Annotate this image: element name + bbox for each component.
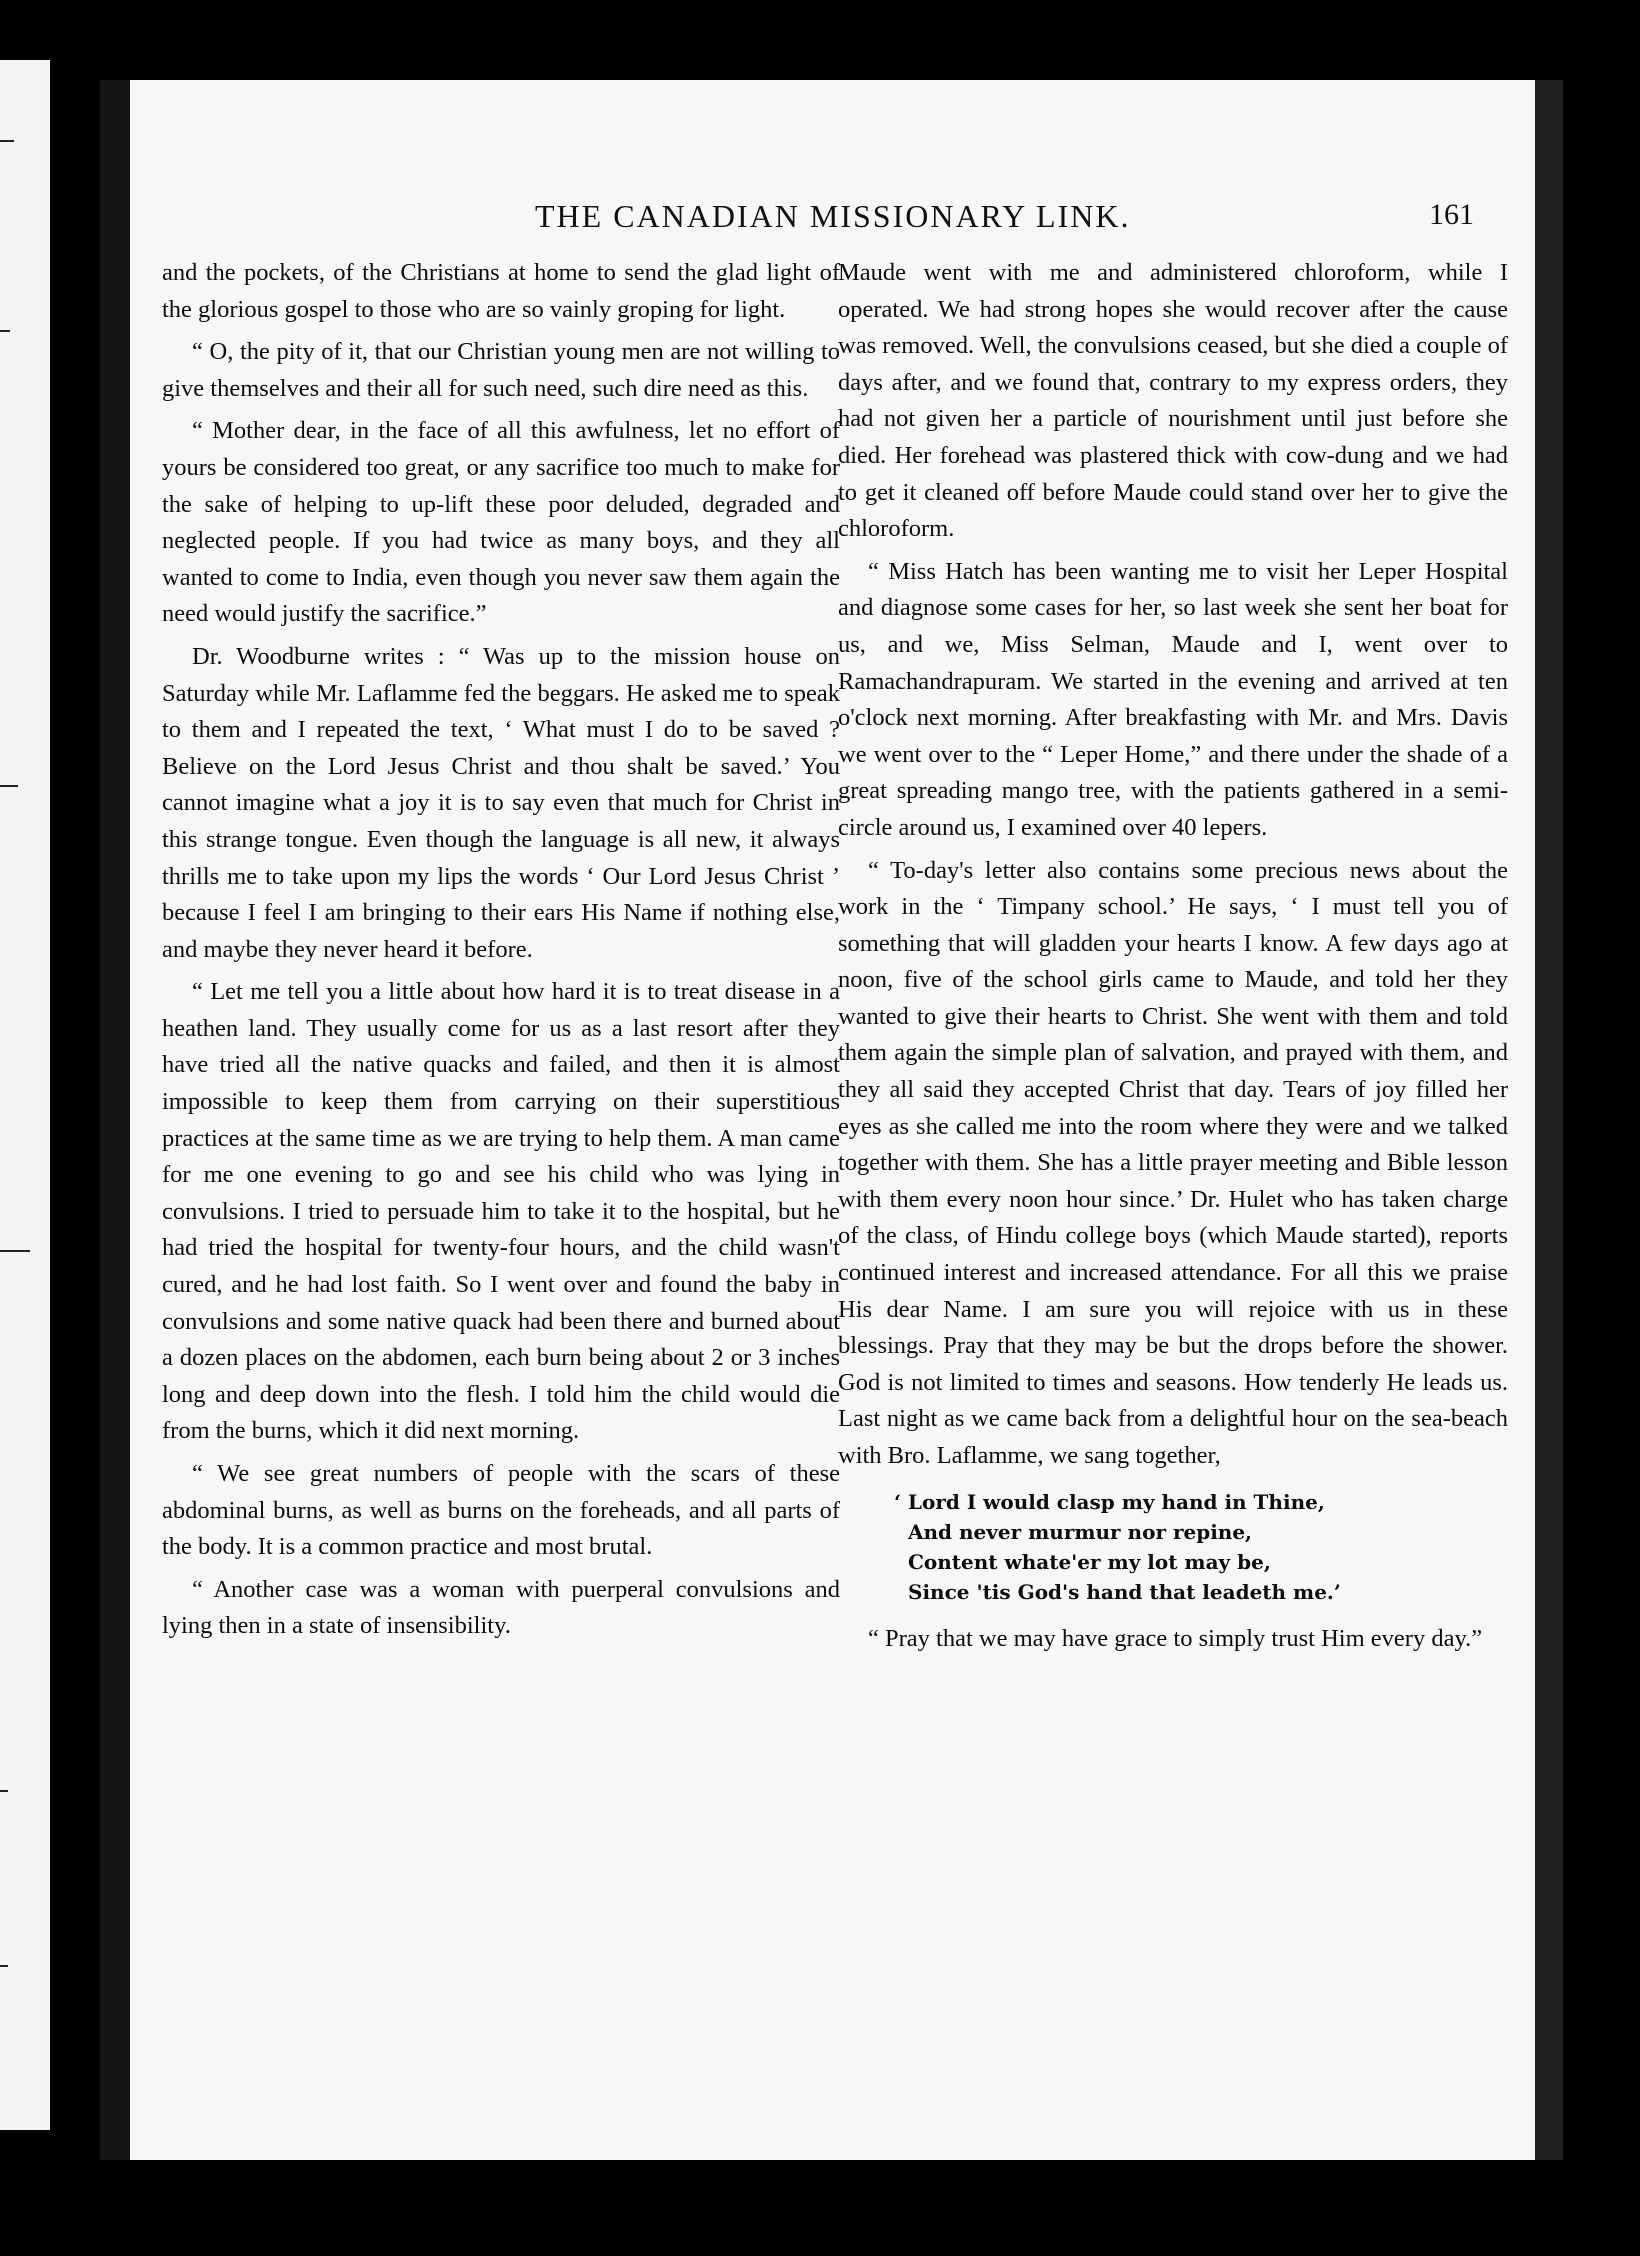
page-number: 161 [1429,198,1474,231]
page-header [130,198,1540,248]
closing-paragraph: “ Pray that we may have grace to simply trust Him every day.” [868,1624,1483,1652]
paragraph: “ Another case was a woman with puerperal convulsions and lying then in a state of insensibility. [162,1575,840,1640]
paragraph: “ Let me tell you a little about how hard it is to treat disease in a heathen land. They usually come for us as a last resort after they have tried all the native quacks and failed, and then it is almost impossible to keep them from carrying on their superstitious practices at the same time as we are trying to help them. A man came for me one evening to go and see his child who was lying in convulsions. I tried to persuade him to take it to the hospital, but he had tried the hospital for twenty-four hours, and the child wasn't cured, and he had lost faith. So I went over and found the baby in convulsions and some native quack had been there and burned about a dozen places on the abdomen, each burn being about 2 or 3 inches long and deep down into the flesh. I told him the child would die from the burns, which it did next morning. [162,978,840,1445]
verse-line: Content whate'er my lot may be, [908,1549,1271,1574]
paragraph: “ Mother dear, in the face of all this awfulness, let no effort of yours be considered too great, or any sacrifice too much to make for the sake of helping to up-lift these poor deluded, degraded and neglected people. If you had twice as many boys, and they all wanted to come to India, even though you never saw them again the need would justify the sacrifice.” [162,417,840,628]
paragraph: and the pockets, of the Christians at home to send the glad light of the glorious gospel to those who are so vainly groping for light. [162,259,840,323]
paragraph: “ O, the pity of it, that our Christian young men are not willing to give themselves and their all for such need, such dire need as this. [162,338,840,402]
paragraph: “ To-day's letter also contains some precious news about the work in the ‘ Timpany school.’ He says, ‘ I must tell you of something that will gladden your hearts I know. A few days ago at noon, five of the school girls came to Maude, and told her they wanted to give their hearts to Christ. She went with them and told them again the simple plan of salvation, and prayed with them, and they all said they accepted Christ that day. Tears of joy filled her eyes as she called me into the room where they were and we talked together with them. She has a little prayer meeting and Bible lesson with them every noon hour since.’ Dr. Hulet who has taken charge of the class, of Hindu college boys (which Maude started), reports continued interest and increased attendance. For all this we praise His dear Name. I am sure you will rejoice with us in these blessings. Pray that they may be but the drops before the shower. God is not limited to times and seasons. How tenderly He leads us. Last night as we came back from a delightful hour on the sea-beach with Bro. Laflamme, we sang together, [838,856,1508,1469]
adjacent-page-edge [0,60,50,2130]
paragraph: “ Miss Hatch has been wanting me to visit her Leper Hospital and diagnose some cases for her, so last week she sent her boat for us, and we, Miss Selman, Maude and I, went over to Ramachandrapuram. We started in the evening and arrived at ten o'clock next morning. After breakfasting with Mr. and Mrs. Davis we went over to the “ Leper Home,” and there under the shade of a great spreading mango tree, with the patients gathered in a semi-circle around us, I examined over 40 lepers. [838,557,1508,841]
page-edge-shadow [1535,80,1563,2160]
paragraph: Dr. Woodburne writes : “ Was up to the mission house on Saturday while Mr. Laflamme fed the beggars. He asked me to speak to them and I repeated the text, ‘ What must I do to be saved ? Believe on the Lord Jesus Christ and thou shalt be saved.’ You cannot imagine what a joy it is to say even that much for Christ in this strange tongue. Even though the language is all new, it always thrills me to take upon my lips the words ‘ Our Lord Jesus Christ ’ because I feel I am bringing to their ears His Name if nothing else, and maybe they never heard it before. [162,642,840,963]
right-column [838,255,1508,1663]
left-column [162,255,840,1651]
running-title: THE CANADIAN MISSIONARY LINK. [535,198,1131,234]
verse-line: ‘ Lord I would clasp my hand in Thine, [894,1489,1325,1514]
verse-line: And never murmur nor repine, [908,1519,1253,1544]
paragraph: Maude went with me and administered chloroform, while I operated. We had strong hopes she would recover after the cause was removed. Well, the convulsions ceased, but she died a couple of days after, and we found that, contrary to my express orders, they had not given her a particle of nourishment until just before she died. Her forehead was plastered thick with cow-dung and we had to get it cleaned off before Maude could stand over her to give the chloroform. [838,259,1508,543]
hymn-verse [894,1487,1508,1607]
verse-line: Since 'tis God's hand that leadeth me.’ [908,1579,1341,1604]
paragraph: “ We see great numbers of people with the scars of these abdominal burns, as well as burns on the foreheads, and all parts of the body. It is a common practice and most brutal. [162,1460,840,1561]
book-page [100,80,1540,2160]
